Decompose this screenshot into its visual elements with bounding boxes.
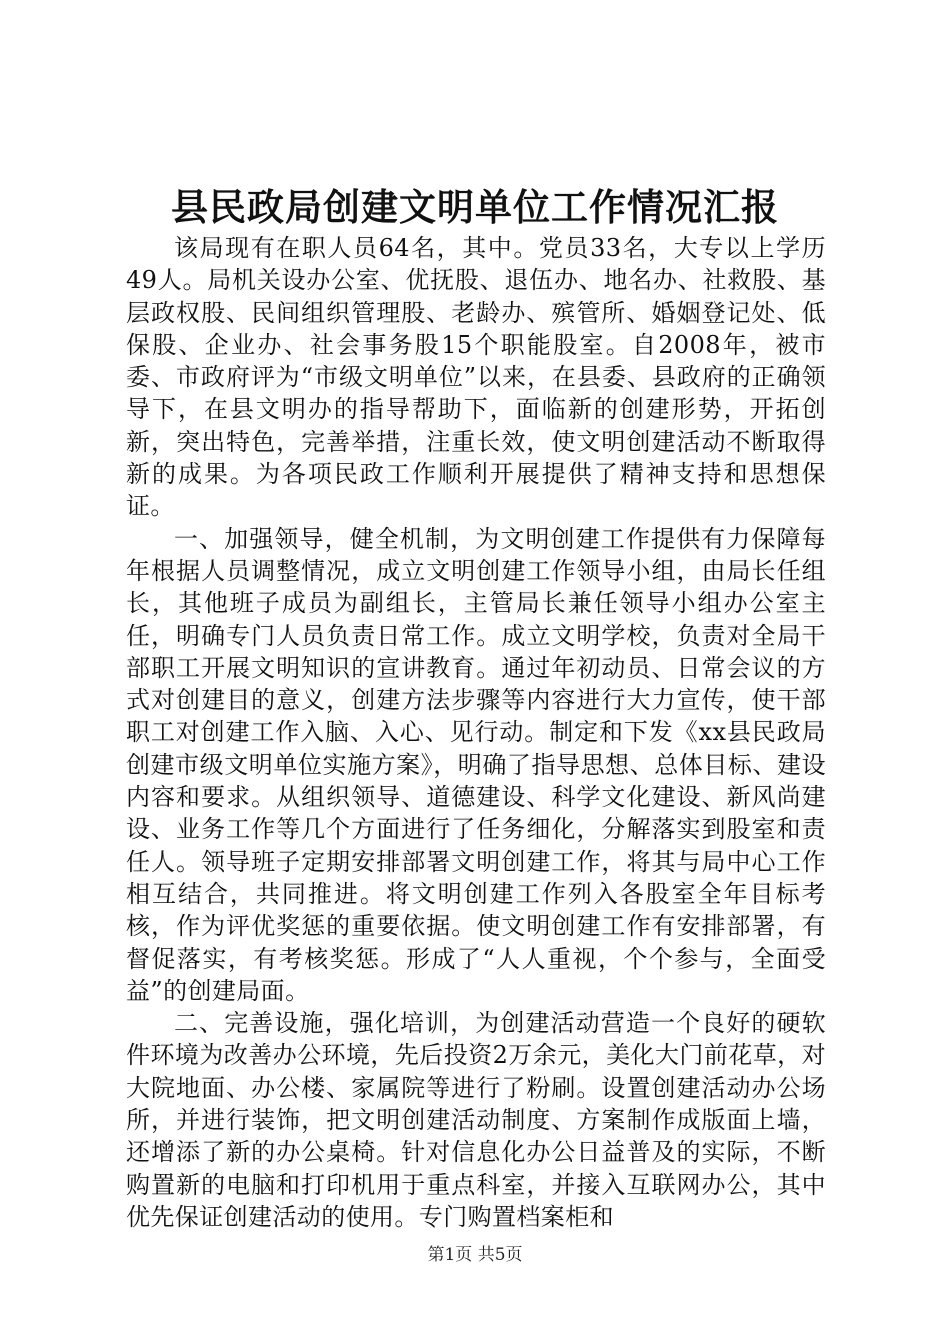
document-title: 县民政局创建文明单位工作情况汇报 (171, 185, 779, 229)
document-body (126, 232, 826, 1233)
paragraph-section-1: 一、加强领导，健全机制，为文明创建工作提供有力保障每年根据人员调整情况，成立文明创建工作领导小组，由局长任组长，其他班子成员为副组长，主管局长兼任领导小组办公室主任，明确专门人员负责日常工作。成立文明学校，负责对全局干部职工开展文明知识的宣讲教育。通过年初动员、日常会议的方式对创建目的意义，创建方法步骤等内容进行大力宣传，使干部职工对创建工作入脑、入心、见行动。制定和下发《xx县民政局创建市级文明单位实施方案》，明确了指导思想、总体目标、建设内容和要求。从组织领导、道德建设、科学文化建设、新风尚建设、业务工作等几个方面进行了任务细化，分解落实到股室和责任人。领导班子定期安排部署文明创建工作，将其与局中心工作相互结合，共同推进。将文明创建工作列入各股室全年目标考核，作为评优奖惩的重要依据。使文明创建工作有安排部署，有督促落实，有考核奖惩。形成了“人人重视，个个参与，全面受益”的创建局面。 (126, 524, 826, 1005)
page-number-footer: 第1页 共5页 (427, 1245, 523, 1265)
paragraph-intro: 该局现有在职人员64名，其中。党员33名，大专以上学历49人。局机关设办公室、优抚股、退伍办、地名办、社救股、基层政权股、民间组织管理股、老龄办、殡管所、婚姻登记处、低保股、企业办、社会事务股15个职能股室。自2008年，被市委、市政府评为“市级文明单位”以来，在县委、县政府的正确领导下，在县文明办的指导帮助下，面临新的创建形势，开拓创新，突出特色，完善举措，注重长效，使文明创建活动不断取得新的成果。为各项民政工作顺利开展提供了精神支持和思想保证。 (126, 234, 826, 521)
paragraph-section-2: 二、完善设施，强化培训，为创建活动营造一个良好的硬软件环境为改善办公环境，先后投资2万余元，美化大门前花草，对大院地面、办公楼、家属院等进行了粉刷。设置创建活动办公场所，并进行装饰，把文明创建活动制度、方案制作成版面上墙，还增添了新的办公桌椅。针对信息化办公日益普及的实际，不断购置新的电脑和打印机用于重点科室，并接入互联网办公，其中优先保证创建活动的使用。专门购置档案柜和 (126, 1009, 826, 1231)
